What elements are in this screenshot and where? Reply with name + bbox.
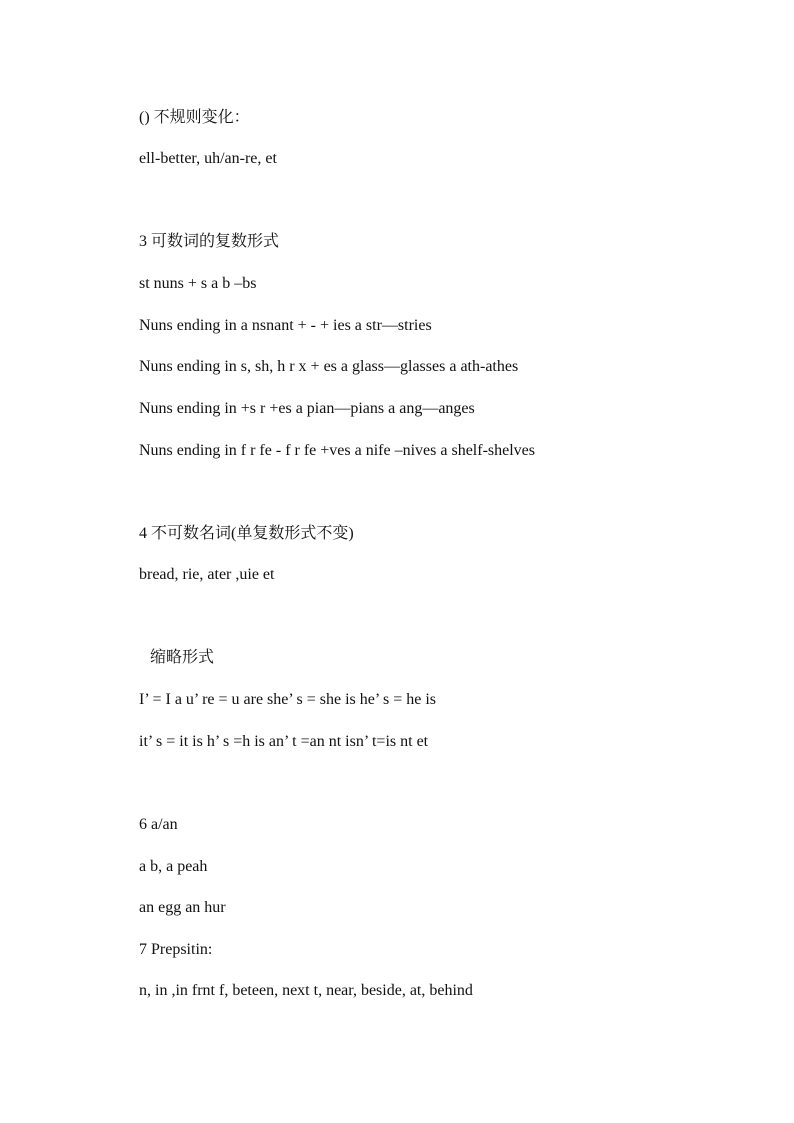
plural-rule-consonant-y: Nuns ending in a nsnant + - + ies a str—stries (139, 317, 432, 334)
plural-rule-most: st nuns + s a b –bs (139, 275, 257, 292)
section-preposition-heading: 7 Prepsitin: (139, 941, 213, 958)
contractions-line-1: I’ = I a u’ re = u are she’ s = she is he’ s = he is (139, 691, 437, 708)
uncountable-examples: bread, rie, ater ,uie et (139, 566, 275, 583)
section-uncountable-heading: 4 不可数名词(单复数形式不变) (139, 525, 354, 542)
section-plural-heading: 3 可数词的复数形式 (139, 233, 280, 250)
irregular-examples: ell-better, uh/an-re, et (139, 150, 277, 167)
plural-rule-o: Nuns ending in +s r +es a pian—pians a ang—anges (139, 400, 475, 417)
section-irregular-heading: () 不规则变化： (139, 109, 250, 126)
section-contractions-heading: 缩略形式 (150, 649, 215, 666)
plural-rule-f-fe: Nuns ending in f r fe - f r fe +ves a nife –nives a shelf-shelves (139, 442, 536, 459)
preposition-examples: n, in ,in frnt f, beteen, next t, near, beside, at, behind (139, 982, 473, 999)
plural-rule-s-sh-ch-x: Nuns ending in s, sh, h r x + es a glass—glasses a ath-athes (139, 358, 519, 375)
articles-a-examples: a b, a peah (139, 858, 208, 875)
contractions-line-2: it’ s = it is h’ s =h is an’ t =an nt isn’ t=is nt et (139, 733, 429, 750)
articles-an-examples: an egg an hur (139, 899, 226, 916)
section-articles-heading: 6 a/an (139, 816, 178, 833)
